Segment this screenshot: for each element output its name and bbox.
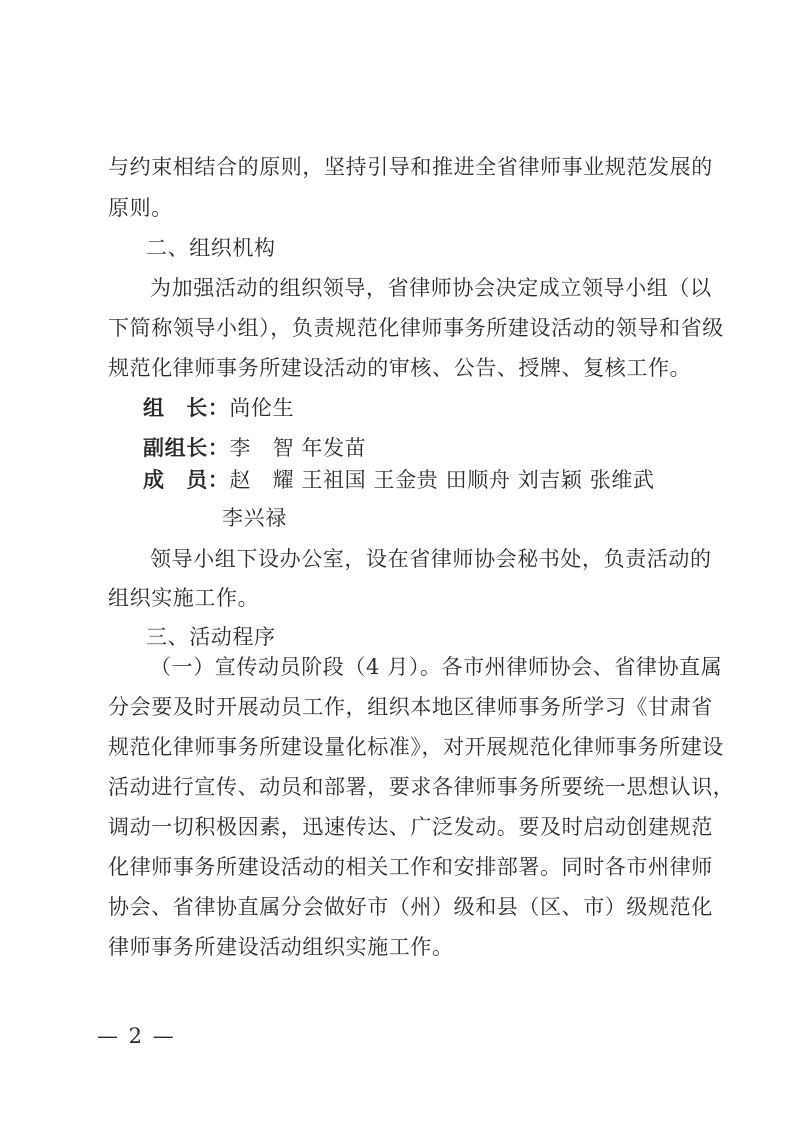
deputy-value: 李 智 年发苗 xyxy=(229,436,367,460)
leader-row xyxy=(143,393,727,423)
paragraph-line: 规范化律师事务所建设量化标准》，对开展规范化律师事务所建设 xyxy=(108,735,724,759)
paragraph-line: 下简称领导小组），负责规范化律师事务所建设活动的领导和省级 xyxy=(108,316,724,340)
paragraph-line: 协会、省律协直属分会做好市（州）级和县（区、市）级规范化 xyxy=(108,895,713,919)
paragraph-line: 分会要及时开展动员工作，组织本地区律师事务所学习《甘肃省 xyxy=(108,695,713,719)
paragraph-line: 规范化律师事务所建设活动的审核、公告、授牌、复核工作。 xyxy=(108,356,692,380)
section-heading-organization: 二、组织机构 xyxy=(146,236,276,260)
members-row xyxy=(143,465,727,495)
members-row-continued: 李兴禄 xyxy=(222,506,287,530)
leader-label: 组 长： xyxy=(143,396,230,420)
paragraph-line: 为加强活动的组织领导，省律师协会决定成立领导小组（以 xyxy=(150,276,712,300)
paragraph-line: 组织实施工作。 xyxy=(108,586,260,610)
page-number: — 2 — xyxy=(97,1024,176,1048)
members-label: 成 员： xyxy=(143,468,230,492)
paragraph-line: 调动一切积极因素，迅速传达、广泛发动。要及时启动创建规范 xyxy=(108,815,713,839)
deputy-row xyxy=(143,433,727,463)
leader-value: 尚伦生 xyxy=(229,396,295,420)
paragraph-line: 活动进行宣传、动员和部署，要求各律师事务所要统一思想认识， xyxy=(108,775,735,799)
paragraph-line: 领导小组下设办公室，设在省律师协会秘书处，负责活动的 xyxy=(150,547,712,571)
members-value: 赵 耀 王祖国 王金贵 田顺舟 刘吉颖 张维武 xyxy=(229,468,655,492)
section-heading-procedure: 三、活动程序 xyxy=(146,625,276,649)
paragraph-line: （一）宣传动员阶段（4 月）。各市州律师协会、省律协直属 xyxy=(150,655,723,679)
paragraph-line: 与约束相结合的原则，坚持引导和推进全省律师事业规范发展的 xyxy=(108,155,713,179)
deputy-label: 副组长： xyxy=(143,436,230,460)
paragraph-line: 化律师事务所建设活动的相关工作和安排部署。同时各市州律师 xyxy=(108,855,713,879)
paragraph-line: 原则。 xyxy=(108,196,173,220)
paragraph-line: 律师事务所建设活动组织实施工作。 xyxy=(108,935,454,959)
